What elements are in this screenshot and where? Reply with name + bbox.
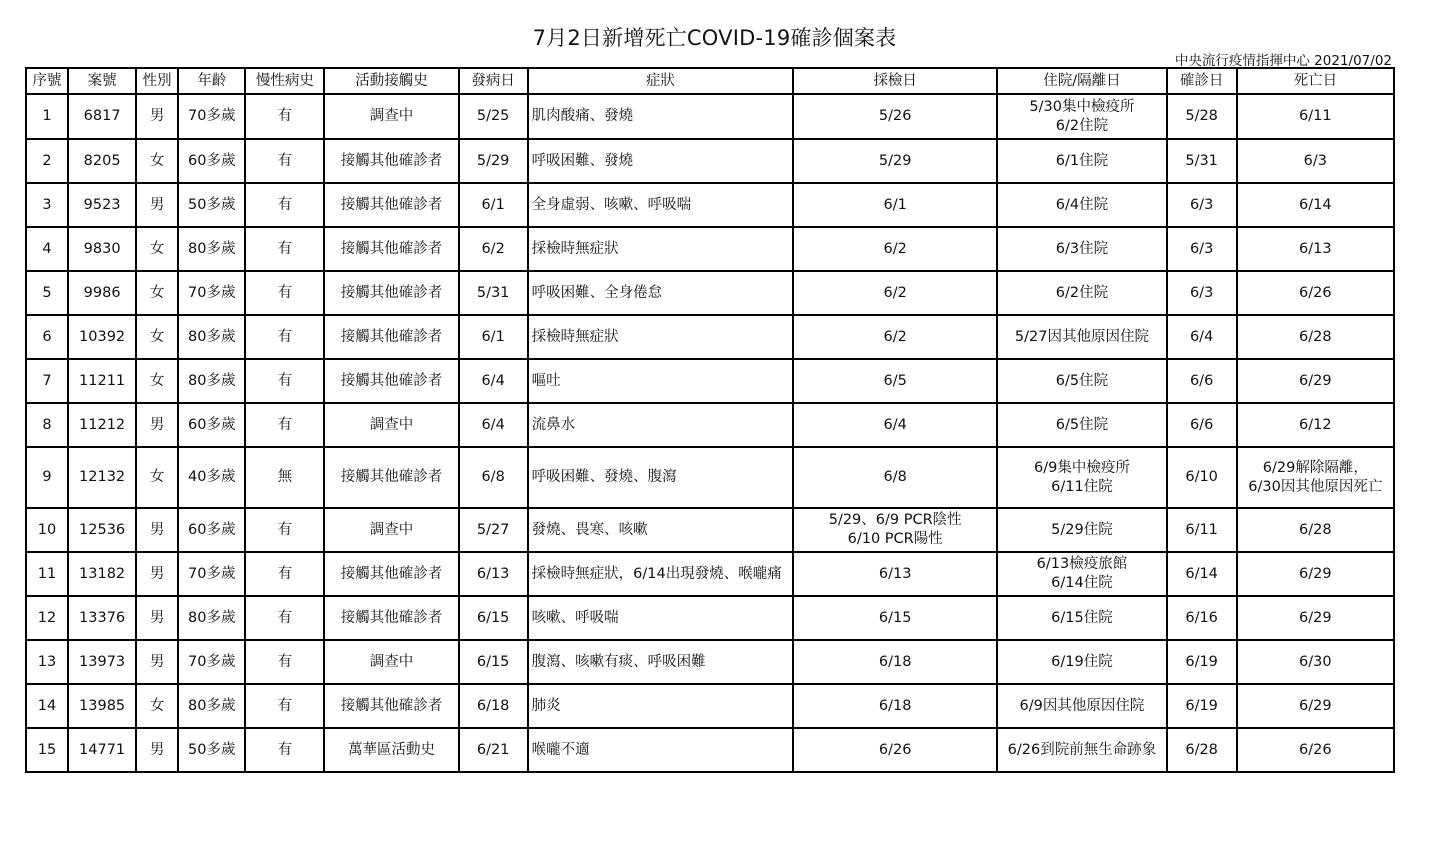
cell-death-date-line: 6/29 <box>1299 565 1332 582</box>
cell-test-date <box>793 447 997 508</box>
cell-confirm-date: 6/3 <box>1167 183 1237 227</box>
cell-test-date <box>793 403 997 447</box>
cell-confirm-date: 6/19 <box>1167 684 1237 728</box>
cell-serial-no: 12 <box>26 596 68 640</box>
cell-symptoms: 嘔吐 <box>528 359 793 403</box>
cell-sex: 女 <box>136 359 178 403</box>
cell-onset-date: 6/1 <box>459 183 528 227</box>
table-row <box>26 728 1394 772</box>
cell-age: 80多歲 <box>178 315 245 359</box>
cell-contact-history: 接觸其他確診者 <box>324 183 458 227</box>
cell-death-date <box>1237 94 1394 139</box>
table-row <box>26 359 1394 403</box>
cell-serial-no: 2 <box>26 139 68 183</box>
cell-chronic-history: 有 <box>245 596 324 640</box>
cell-chronic-history: 有 <box>245 359 324 403</box>
cell-onset-date: 5/25 <box>459 94 528 139</box>
cell-sex: 男 <box>136 508 178 552</box>
cell-chronic-history: 有 <box>245 728 324 772</box>
cell-death-date <box>1237 508 1394 552</box>
cell-onset-date: 6/15 <box>459 640 528 684</box>
cell-death-date <box>1237 728 1394 772</box>
cell-test-date <box>793 684 997 728</box>
cell-onset-date: 6/2 <box>459 227 528 271</box>
cell-onset-date: 5/27 <box>459 508 528 552</box>
cell-case-no: 11211 <box>68 359 136 403</box>
column-header: 症狀 <box>528 68 793 94</box>
cell-death-date <box>1237 315 1394 359</box>
cell-death-date <box>1237 596 1394 640</box>
cell-confirm-date: 5/31 <box>1167 139 1237 183</box>
cell-hospitalization-date-line: 5/29住院 <box>1051 521 1113 538</box>
column-header: 發病日 <box>459 68 528 94</box>
cell-hospitalization-date-line: 6/5住院 <box>1055 372 1109 389</box>
table-row <box>26 684 1394 728</box>
cell-sex: 男 <box>136 728 178 772</box>
cell-case-no: 6817 <box>68 94 136 139</box>
cell-case-no: 12536 <box>68 508 136 552</box>
cell-age: 60多歲 <box>178 139 245 183</box>
cell-confirm-date: 6/11 <box>1167 508 1237 552</box>
cell-chronic-history: 有 <box>245 94 324 139</box>
cell-onset-date: 6/21 <box>459 728 528 772</box>
cell-test-date-line: 5/26 <box>878 108 912 124</box>
cell-death-date-line: 6/29 <box>1299 697 1332 714</box>
cell-death-date <box>1237 183 1394 227</box>
cases-table <box>25 67 1395 773</box>
cell-serial-no: 7 <box>26 359 68 403</box>
cell-age: 70多歲 <box>178 271 245 315</box>
cell-sex: 男 <box>136 94 178 139</box>
cell-onset-date: 5/31 <box>459 271 528 315</box>
cell-confirm-date: 6/3 <box>1167 227 1237 271</box>
cell-hospitalization-date <box>997 183 1166 227</box>
cell-age: 80多歲 <box>178 227 245 271</box>
cell-hospitalization-date <box>997 403 1166 447</box>
table-row <box>26 640 1394 684</box>
cell-test-date <box>793 94 997 139</box>
cell-sex: 男 <box>136 403 178 447</box>
cell-age: 80多歲 <box>178 684 245 728</box>
cell-case-no: 13973 <box>68 640 136 684</box>
cell-confirm-date: 6/3 <box>1167 271 1237 315</box>
table-row <box>26 596 1394 640</box>
column-header: 案號 <box>68 68 136 94</box>
cell-hospitalization-date <box>997 447 1166 508</box>
cell-death-date <box>1237 684 1394 728</box>
cell-test-date-line: 6/8 <box>883 469 907 485</box>
cell-symptoms: 呼吸困難、發燒、腹瀉 <box>528 447 793 508</box>
table-row <box>26 315 1394 359</box>
cell-confirm-date: 6/28 <box>1167 728 1237 772</box>
table-row <box>26 447 1394 508</box>
cell-symptoms: 流鼻水 <box>528 403 793 447</box>
cell-test-date-line: 6/15 <box>878 609 912 626</box>
cell-onset-date: 5/29 <box>459 139 528 183</box>
cell-contact-history: 接觸其他確診者 <box>324 552 458 596</box>
cell-death-date <box>1237 552 1394 596</box>
cell-hospitalization-date <box>997 359 1166 403</box>
column-header: 性別 <box>136 68 178 94</box>
cell-contact-history: 接觸其他確診者 <box>324 139 458 183</box>
cell-death-date-line: 6/13 <box>1299 240 1332 257</box>
cell-test-date <box>793 640 997 684</box>
cell-test-date-line: 6/5 <box>883 372 907 389</box>
cell-confirm-date: 5/28 <box>1167 94 1237 139</box>
cell-contact-history: 接觸其他確診者 <box>324 684 458 728</box>
cell-death-date-line: 6/28 <box>1299 521 1332 538</box>
table-row <box>26 552 1394 596</box>
cell-confirm-date: 6/4 <box>1167 315 1237 359</box>
cell-case-no: 13985 <box>68 684 136 728</box>
column-header: 序號 <box>26 68 68 94</box>
cell-serial-no: 1 <box>26 94 68 139</box>
cell-death-date-line: 6/14 <box>1299 196 1332 213</box>
cell-onset-date: 6/4 <box>459 359 528 403</box>
cell-death-date <box>1237 447 1394 508</box>
cell-test-date-line: 6/4 <box>883 416 907 433</box>
cell-onset-date: 6/8 <box>459 447 528 508</box>
cell-hospitalization-date-line: 6/2住院 <box>1055 284 1109 301</box>
cell-contact-history: 接觸其他確診者 <box>324 315 458 359</box>
cell-age: 50多歲 <box>178 728 245 772</box>
cell-test-date <box>793 728 997 772</box>
cell-chronic-history: 有 <box>245 403 324 447</box>
column-header: 採檢日 <box>793 68 997 94</box>
table-row <box>26 271 1394 315</box>
table-row <box>26 139 1394 183</box>
cell-contact-history: 調查中 <box>324 403 458 447</box>
cell-chronic-history: 有 <box>245 271 324 315</box>
cell-age: 80多歲 <box>178 596 245 640</box>
cell-test-date-line: 6/13 <box>878 565 912 582</box>
cell-serial-no: 10 <box>26 508 68 552</box>
cell-hospitalization-date <box>997 640 1166 684</box>
cell-hospitalization-date-line: 5/30集中檢疫所 <box>1029 98 1135 115</box>
cell-symptoms: 採檢時無症狀 <box>528 227 793 271</box>
cell-case-no: 9830 <box>68 227 136 271</box>
cell-test-date <box>793 508 997 552</box>
cell-confirm-date: 6/6 <box>1167 403 1237 447</box>
cell-test-date <box>793 183 997 227</box>
cell-death-date-line: 6/29 <box>1299 609 1332 626</box>
cell-contact-history: 接觸其他確診者 <box>324 271 458 315</box>
cell-hospitalization-date-line: 6/26到院前無生命跡象 <box>1007 741 1157 758</box>
cell-symptoms: 咳嗽、呼吸喘 <box>528 596 793 640</box>
cell-sex: 男 <box>136 596 178 640</box>
table-row <box>26 183 1394 227</box>
page-title: 7月2日新增死亡COVID-19確診個案表 <box>532 26 897 50</box>
cell-symptoms: 腹瀉、咳嗽有痰、呼吸困難 <box>528 640 793 684</box>
cell-death-date-line: 6/26 <box>1299 284 1332 301</box>
cell-hospitalization-date <box>997 315 1166 359</box>
cell-case-no: 8205 <box>68 139 136 183</box>
column-header: 確診日 <box>1167 68 1237 94</box>
column-header: 住院/隔離日 <box>997 68 1166 94</box>
cell-chronic-history: 有 <box>245 552 324 596</box>
cell-age: 50多歲 <box>178 183 245 227</box>
cell-confirm-date: 6/10 <box>1167 447 1237 508</box>
cell-hospitalization-date-line: 5/27因其他原因住院 <box>1014 328 1149 345</box>
cell-contact-history: 調查中 <box>324 640 458 684</box>
column-header: 活動接觸史 <box>324 68 458 94</box>
cell-hospitalization-date <box>997 508 1166 552</box>
cell-hospitalization-date-line: 6/5住院 <box>1055 416 1109 433</box>
cell-hospitalization-date <box>997 684 1166 728</box>
cell-test-date <box>793 139 997 183</box>
cell-case-no: 11212 <box>68 403 136 447</box>
cell-death-date-line: 6/26 <box>1299 741 1332 758</box>
cell-serial-no: 9 <box>26 447 68 508</box>
cell-contact-history: 調查中 <box>324 508 458 552</box>
cell-chronic-history: 有 <box>245 684 324 728</box>
cell-case-no: 12132 <box>68 447 136 508</box>
cell-onset-date: 6/13 <box>459 552 528 596</box>
cell-onset-date: 6/1 <box>459 315 528 359</box>
table-row <box>26 227 1394 271</box>
cell-death-date-line: 6/3 <box>1303 152 1327 169</box>
cell-hospitalization-date <box>997 271 1166 315</box>
cell-death-date <box>1237 359 1394 403</box>
cell-test-date-line: 5/29 <box>878 152 912 169</box>
cell-age: 60多歲 <box>178 403 245 447</box>
cell-test-date <box>793 315 997 359</box>
cell-hospitalization-date-line: 6/19住院 <box>1051 653 1113 670</box>
cell-contact-history: 接觸其他確診者 <box>324 447 458 508</box>
cell-confirm-date: 6/14 <box>1167 552 1237 596</box>
cell-hospitalization-date <box>997 227 1166 271</box>
cell-symptoms: 喉嚨不適 <box>528 728 793 772</box>
cell-symptoms: 肺炎 <box>528 684 793 728</box>
cell-test-date-line: 5/29、6/9 PCR陰性 <box>828 512 962 528</box>
cell-serial-no: 5 <box>26 271 68 315</box>
cell-serial-no: 15 <box>26 728 68 772</box>
cell-hospitalization-date-line: 6/15住院 <box>1051 609 1113 626</box>
cell-sex: 女 <box>136 684 178 728</box>
cell-hospitalization-date <box>997 552 1166 596</box>
cell-sex: 男 <box>136 640 178 684</box>
cell-test-date-line: 6/2 <box>883 328 907 345</box>
cell-test-date <box>793 227 997 271</box>
cell-contact-history: 接觸其他確診者 <box>324 227 458 271</box>
cell-serial-no: 14 <box>26 684 68 728</box>
cell-onset-date: 6/4 <box>459 403 528 447</box>
cell-serial-no: 8 <box>26 403 68 447</box>
cell-chronic-history: 有 <box>245 640 324 684</box>
cell-symptoms: 呼吸困難、發燒 <box>528 139 793 183</box>
cell-hospitalization-date <box>997 94 1166 139</box>
cell-test-date-line: 6/1 <box>883 196 907 213</box>
cell-death-date-line: 6/30 <box>1299 653 1332 670</box>
cell-symptoms: 全身虛弱、咳嗽、呼吸喘 <box>528 183 793 227</box>
cell-case-no: 9986 <box>68 271 136 315</box>
cell-age: 80多歲 <box>178 359 245 403</box>
cell-onset-date: 6/15 <box>459 596 528 640</box>
cell-symptoms: 肌肉酸痛、發燒 <box>528 94 793 139</box>
cell-chronic-history: 有 <box>245 139 324 183</box>
cell-test-date-line: 6/18 <box>878 653 912 670</box>
cell-hospitalization-date <box>997 728 1166 772</box>
table-row <box>26 403 1394 447</box>
cell-death-date-line: 6/29 <box>1299 372 1332 389</box>
cell-serial-no: 6 <box>26 315 68 359</box>
cell-death-date-line: 6/29解除隔離， <box>1262 459 1368 476</box>
cell-death-date <box>1237 227 1394 271</box>
cell-confirm-date: 6/16 <box>1167 596 1237 640</box>
cell-test-date <box>793 359 997 403</box>
cell-contact-history: 萬華區活動史 <box>324 728 458 772</box>
cell-sex: 女 <box>136 227 178 271</box>
cell-hospitalization-date-line: 6/13檢疫旅館 <box>1036 556 1128 572</box>
column-header: 年齡 <box>178 68 245 94</box>
cell-sex: 女 <box>136 447 178 508</box>
source-label: 中央流行疫情指揮中心 2021/07/02 <box>1174 53 1392 69</box>
cell-test-date-line: 6/2 <box>883 240 907 257</box>
cell-case-no: 10392 <box>68 315 136 359</box>
cell-death-date-line: 6/28 <box>1299 328 1332 345</box>
cell-contact-history: 接觸其他確診者 <box>324 359 458 403</box>
cell-symptoms: 採檢時無症狀 <box>528 315 793 359</box>
cell-test-date <box>793 596 997 640</box>
cell-confirm-date: 6/19 <box>1167 640 1237 684</box>
table-body <box>26 94 1394 772</box>
cell-sex: 女 <box>136 271 178 315</box>
cell-test-date <box>793 271 997 315</box>
cell-death-date <box>1237 271 1394 315</box>
cell-sex: 女 <box>136 315 178 359</box>
cell-chronic-history: 有 <box>245 508 324 552</box>
cell-test-date-line: 6/10 PCR陽性 <box>847 531 943 547</box>
cell-hospitalization-date-line: 6/3住院 <box>1055 240 1109 257</box>
cell-serial-no: 13 <box>26 640 68 684</box>
cell-age: 60多歲 <box>178 508 245 552</box>
cell-test-date <box>793 552 997 596</box>
cell-age: 70多歲 <box>178 640 245 684</box>
cell-case-no: 13182 <box>68 552 136 596</box>
cell-symptoms: 發燒、畏寒、咳嗽 <box>528 508 793 552</box>
cell-onset-date: 6/18 <box>459 684 528 728</box>
cell-symptoms: 採檢時無症狀，6/14出現發燒、喉嚨痛 <box>528 552 793 596</box>
cell-chronic-history: 有 <box>245 183 324 227</box>
cell-hospitalization-date-line: 6/9因其他原因住院 <box>1019 697 1145 714</box>
cell-hospitalization-date-line: 6/2住院 <box>1055 117 1109 134</box>
cell-death-date <box>1237 403 1394 447</box>
cell-case-no: 9523 <box>68 183 136 227</box>
cell-hospitalization-date-line: 6/4住院 <box>1055 196 1109 213</box>
cell-chronic-history: 有 <box>245 227 324 271</box>
cell-age: 40多歲 <box>178 447 245 508</box>
cell-contact-history: 接觸其他確診者 <box>324 596 458 640</box>
cell-sex: 男 <box>136 552 178 596</box>
cell-sex: 男 <box>136 183 178 227</box>
cell-hospitalization-date-line: 6/14住院 <box>1051 575 1113 591</box>
cell-case-no: 14771 <box>68 728 136 772</box>
column-header: 慢性病史 <box>245 68 324 94</box>
cell-death-date <box>1237 640 1394 684</box>
cell-hospitalization-date-line: 6/1住院 <box>1055 152 1109 169</box>
cell-symptoms: 呼吸困難、全身倦怠 <box>528 271 793 315</box>
cell-serial-no: 11 <box>26 552 68 596</box>
column-header: 死亡日 <box>1237 68 1394 94</box>
cell-age: 70多歲 <box>178 552 245 596</box>
cell-serial-no: 4 <box>26 227 68 271</box>
table-row <box>26 94 1394 139</box>
cell-test-date-line: 6/2 <box>883 284 907 301</box>
cell-chronic-history: 有 <box>245 315 324 359</box>
cell-confirm-date: 6/6 <box>1167 359 1237 403</box>
cell-test-date-line: 6/26 <box>878 741 912 758</box>
cell-serial-no: 3 <box>26 183 68 227</box>
cell-hospitalization-date-line: 6/11住院 <box>1051 478 1113 495</box>
cell-chronic-history: 無 <box>245 447 324 508</box>
cell-test-date-line: 6/18 <box>878 697 912 714</box>
cell-contact-history: 調查中 <box>324 94 458 139</box>
cell-death-date-line: 6/30因其他原因死亡 <box>1248 478 1383 495</box>
cell-death-date-line: 6/11 <box>1299 108 1332 124</box>
cell-sex: 女 <box>136 139 178 183</box>
cell-hospitalization-date <box>997 139 1166 183</box>
cell-hospitalization-date <box>997 596 1166 640</box>
cell-death-date <box>1237 139 1394 183</box>
cell-age: 70多歲 <box>178 94 245 139</box>
table-row <box>26 508 1394 552</box>
table-header-row <box>26 68 1394 94</box>
cell-hospitalization-date-line: 6/9集中檢疫所 <box>1034 459 1130 476</box>
cell-case-no: 13376 <box>68 596 136 640</box>
cell-death-date-line: 6/12 <box>1299 416 1332 433</box>
